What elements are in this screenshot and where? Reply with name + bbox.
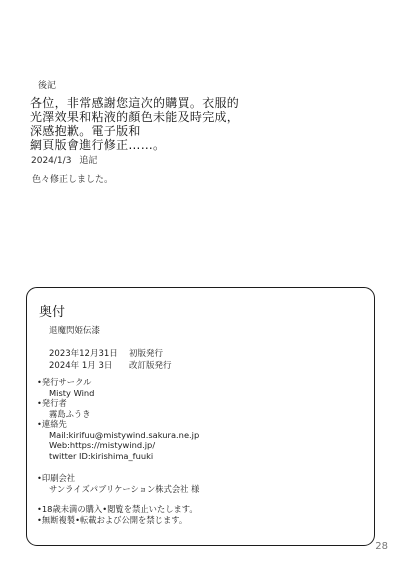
circle-label: •発行サークル bbox=[37, 377, 92, 387]
afterword-date-line bbox=[31, 153, 97, 166]
edition-date: 2023年12月31日 bbox=[49, 349, 118, 359]
printer-value: サンライズパブリケーション株式会社 様 bbox=[49, 483, 200, 494]
printer-label: •印刷会社 bbox=[37, 473, 76, 483]
edition-row bbox=[49, 347, 163, 359]
contact-web: Web:https://mistywind.jp/ bbox=[49, 440, 156, 451]
colophon-box bbox=[26, 287, 375, 546]
afterword-date-tag: 追記 bbox=[79, 156, 98, 166]
note-item: •無断複製•転載および公開を禁じます。 bbox=[37, 515, 188, 525]
contact-twitter: twitter ID:kirishima_fuuki bbox=[49, 450, 154, 461]
printer-section bbox=[37, 473, 199, 494]
afterword-line: 深感抱歉。電子版和 bbox=[30, 124, 141, 138]
contact-label: •連絡先 bbox=[37, 419, 67, 429]
work-title: 退魔閃姫伝漆 bbox=[49, 326, 101, 336]
afterword-date: 2024/1/3 bbox=[31, 156, 72, 166]
note-item: •18歳未満の購入•閲覧を禁止いたします。 bbox=[37, 504, 198, 514]
circle-value: Misty Wind bbox=[49, 387, 95, 398]
afterword-line: 各位，非常感謝您這次的購買。衣服的 bbox=[30, 96, 240, 110]
publisher-label: •発行者 bbox=[37, 398, 67, 408]
publisher-section bbox=[37, 398, 91, 419]
afterword-line: 光澤效果和粘液的顏色未能及時完成， bbox=[30, 110, 240, 124]
afterword-line: 網頁版會進行修正……。 bbox=[30, 138, 166, 152]
edition-label: 初版発行 bbox=[129, 349, 164, 359]
edition-date: 2024年 1月 3日 bbox=[49, 361, 113, 371]
notes-section bbox=[37, 504, 198, 526]
circle-section bbox=[37, 377, 94, 398]
afterword-note: 色々修正しました。 bbox=[32, 175, 114, 185]
contact-section bbox=[37, 419, 199, 461]
publisher-value: 霧島ふうき bbox=[49, 408, 91, 419]
edition-label: 改訂版発行 bbox=[129, 361, 172, 371]
contact-mail: Mail:kirifuu@mistywind.sakura.ne.jp bbox=[49, 429, 200, 440]
page-number: 28 bbox=[375, 541, 388, 552]
afterword-heading: 後記 bbox=[38, 81, 57, 91]
edition-row bbox=[49, 359, 172, 371]
colophon-title: 奥付 bbox=[39, 305, 66, 320]
